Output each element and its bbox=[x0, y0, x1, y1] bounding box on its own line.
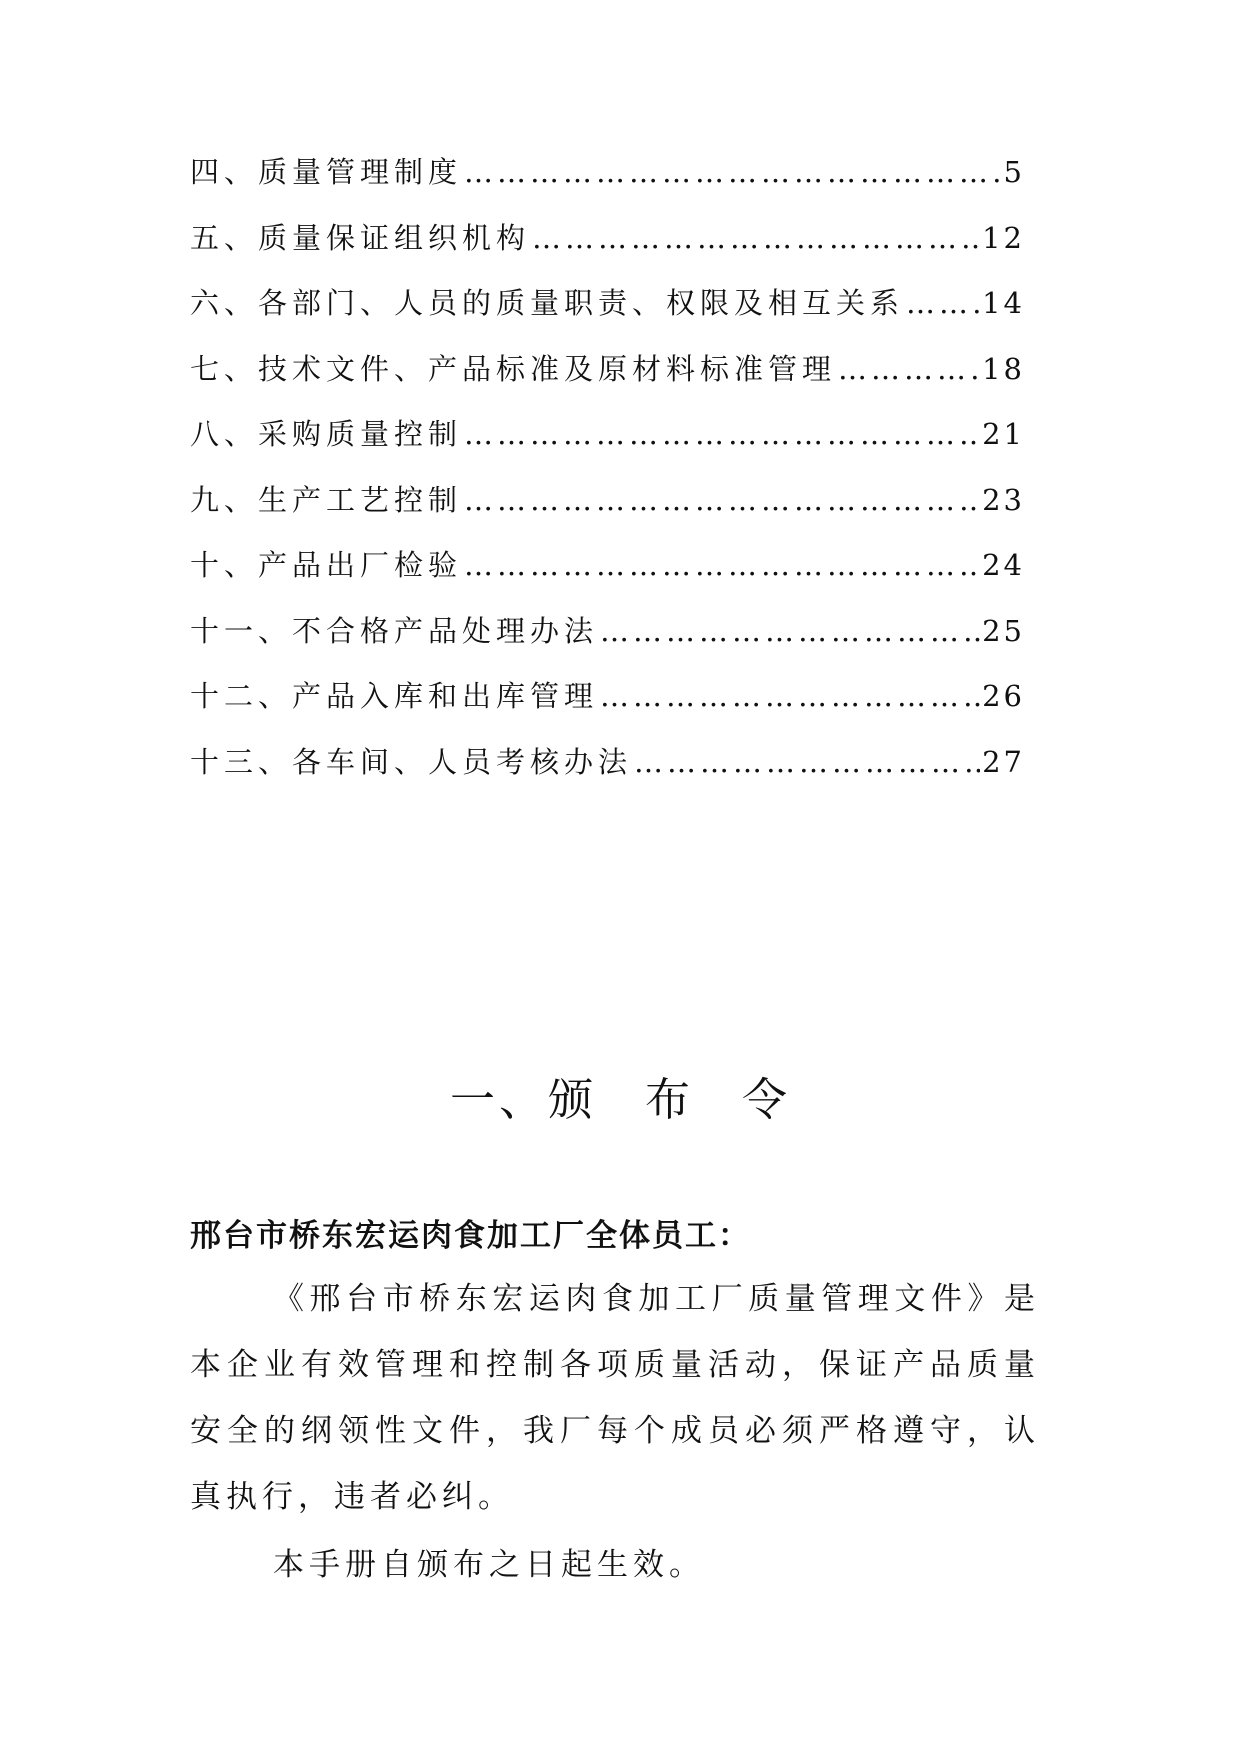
toc-entry-title: 七、技术文件、产品标准及原材料标准管理 bbox=[190, 351, 837, 386]
toc-dot-leader bbox=[464, 548, 980, 582]
toc-dot-leader bbox=[464, 155, 1002, 189]
toc-entry-title: 五、质量保证组织机构 bbox=[190, 220, 531, 255]
toc-entry-page: 26 bbox=[982, 679, 1025, 713]
toc-entry[interactable] bbox=[190, 281, 1025, 347]
toc-entry[interactable] bbox=[190, 674, 1025, 740]
toc-dot-leader bbox=[464, 417, 980, 451]
toc-entry-title: 八、采购质量控制 bbox=[190, 417, 463, 451]
toc-entry-page: 27 bbox=[982, 744, 1025, 779]
body-paragraph: 本手册自颁布之日起生效。 bbox=[273, 1547, 705, 1583]
toc-entry[interactable] bbox=[190, 740, 1025, 806]
section-heading bbox=[0, 1063, 1241, 1128]
toc-dot-leader bbox=[600, 614, 980, 648]
toc-dot-leader bbox=[532, 221, 980, 255]
toc-entry[interactable] bbox=[190, 478, 1025, 544]
toc-entry-page: 5 bbox=[1003, 155, 1025, 189]
toc-entry-page: 12 bbox=[982, 220, 1025, 255]
toc-entry-page: 21 bbox=[982, 417, 1025, 451]
toc-entry-page: 23 bbox=[982, 482, 1025, 517]
section-heading-part: 布 bbox=[644, 1073, 694, 1126]
toc-entry-title: 六、各部门、人员的质量职责、权限及相互关系 bbox=[190, 286, 905, 320]
table-of-contents bbox=[190, 150, 1025, 805]
toc-entry[interactable] bbox=[190, 412, 1025, 478]
toc-dot-leader bbox=[600, 679, 980, 713]
toc-entry[interactable] bbox=[190, 347, 1025, 413]
toc-dot-leader bbox=[634, 745, 980, 779]
toc-entry-title: 十一、不合格产品处理办法 bbox=[190, 613, 599, 648]
toc-entry-page: 25 bbox=[982, 613, 1025, 648]
toc-entry-title: 十、产品出厂检验 bbox=[190, 548, 463, 582]
toc-entry-title: 四、质量管理制度 bbox=[190, 155, 463, 189]
toc-entry-title: 十二、产品入库和出库管理 bbox=[190, 679, 599, 713]
toc-entry-page: 14 bbox=[982, 286, 1025, 320]
section-heading-part: 一、颁 bbox=[449, 1073, 597, 1126]
toc-dot-leader bbox=[838, 352, 980, 386]
salutation: 邢台市桥东宏运肉食加工厂全体员工： bbox=[190, 1218, 751, 1254]
toc-entry[interactable] bbox=[190, 150, 1025, 216]
toc-dot-leader bbox=[906, 286, 980, 320]
toc-entry-page: 18 bbox=[982, 351, 1025, 386]
toc-entry[interactable] bbox=[190, 216, 1025, 282]
toc-entry[interactable] bbox=[190, 609, 1025, 675]
toc-dot-leader bbox=[464, 483, 980, 517]
body-paragraph: 《邢台市桥东宏运肉食加工厂质量管理文件》是本企业有效管理和控制各项质量活动，保证产品质量安全的纲领性文件，我厂每个成员必须严格遵守，认真执行，违者必纠。 bbox=[190, 1281, 1040, 1515]
toc-entry-title: 九、生产工艺控制 bbox=[190, 482, 463, 517]
toc-entry-page: 24 bbox=[982, 548, 1025, 582]
toc-entry-title: 十三、各车间、人员考核办法 bbox=[190, 744, 633, 779]
toc-entry[interactable] bbox=[190, 543, 1025, 609]
section-heading-part: 令 bbox=[742, 1073, 792, 1126]
